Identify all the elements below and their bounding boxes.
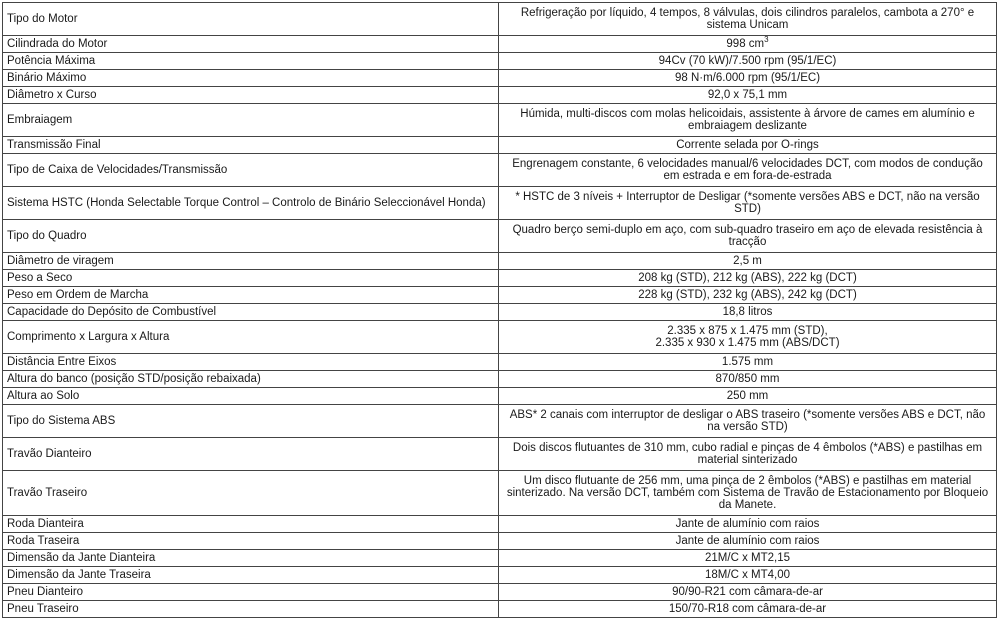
row-label: Embraiagem [3,104,499,137]
table-row [3,137,997,154]
table-row [3,567,997,584]
row-label: Binário Máximo [3,70,499,87]
table-row [3,304,997,321]
row-label: Diâmetro x Curso [3,87,499,104]
table-row [3,516,997,533]
row-label: Roda Traseira [3,533,499,550]
row-value: 208 kg (STD), 212 kg (ABS), 222 kg (DCT) [499,270,997,287]
row-label: Dimensão da Jante Dianteira [3,550,499,567]
table-row [3,104,997,137]
row-value: 250 mm [499,388,997,405]
row-label: Altura do banco (posição STD/posição rebaixada) [3,371,499,388]
row-value: 228 kg (STD), 232 kg (ABS), 242 kg (DCT) [499,287,997,304]
value-text: 998 cm [726,38,765,50]
row-label: Altura ao Solo [3,388,499,405]
table-row [3,154,997,187]
table-row [3,354,997,371]
row-value: 1.575 mm [499,354,997,371]
value-superscript: 3 [764,35,769,45]
row-value: 18,8 litros [499,304,997,321]
row-value: * HSTC de 3 níveis + Interruptor de Desligar (*somente versões ABS e DCT, não na versão STD) [499,187,997,220]
row-label: Capacidade do Depósito de Combustível [3,304,499,321]
table-row [3,550,997,567]
row-value: Quadro berço semi-duplo em aço, com sub-quadro traseiro em aço de elevada resistência à tracção [499,220,997,253]
table-row [3,220,997,253]
table-row [3,3,997,36]
row-value: 150/70-R18 com câmara-de-ar [499,601,997,618]
spec-sheet [2,2,997,615]
table-row [3,70,997,87]
table-row [3,584,997,601]
row-label: Transmissão Final [3,137,499,154]
row-value: 92,0 x 75,1 mm [499,87,997,104]
row-value: 90/90-R21 com câmara-de-ar [499,584,997,601]
row-label: Peso a Seco [3,270,499,287]
table-row [3,321,997,354]
row-value: Refrigeração por líquido, 4 tempos, 8 válvulas, dois cilindros paralelos, cambota a 270° e sistema Unicam [499,3,997,36]
table-row [3,601,997,618]
row-value: Dois discos flutuantes de 310 mm, cubo radial e pinças de 4 êmbolos (*ABS) e pastilhas em material sinterizado [499,438,997,471]
table-row [3,371,997,388]
row-value: Jante de alumínio com raios [499,533,997,550]
row-value: Húmida, multi-discos com molas helicoidais, assistente à árvore de cames em alumínio e embraiagem deslizante [499,104,997,137]
row-value: Engrenagem constante, 6 velocidades manual/6 velocidades DCT, com modos de condução em estrada e em fora-de-estrada [499,154,997,187]
row-label: Pneu Dianteiro [3,584,499,601]
value-line-2: 2.335 x 930 x 1.475 mm (ABS/DCT) [655,337,840,349]
table-row [3,388,997,405]
row-label: Tipo do Sistema ABS [3,405,499,438]
row-value: Um disco flutuante de 256 mm, uma pinça de 2 êmbolos (*ABS) e pastilhas em material sinterizado. Na versão DCT, também com Sistema de Travão de Estacionamento por Bloqueio da Manete. [499,471,997,516]
table-row [3,36,997,53]
row-value [499,321,997,354]
row-label: Cilindrada do Motor [3,36,499,53]
table-row [3,253,997,270]
row-value: ABS* 2 canais com interruptor de desligar o ABS traseiro (*somente versões ABS e DCT, não na versão STD) [499,405,997,438]
table-row [3,438,997,471]
table-row [3,405,997,438]
table-row [3,187,997,220]
row-value: Corrente selada por O-rings [499,137,997,154]
table-row [3,471,997,516]
row-value: 21M/C x MT2,15 [499,550,997,567]
table-row [3,53,997,70]
row-label: Travão Dianteiro [3,438,499,471]
row-label: Peso em Ordem de Marcha [3,287,499,304]
row-label: Sistema HSTC (Honda Selectable Torque Control – Controlo de Binário Seleccionável Honda) [3,187,499,220]
table-row [3,533,997,550]
row-label: Travão Traseiro [3,471,499,516]
row-label: Tipo do Quadro [3,220,499,253]
row-value: 18M/C x MT4,00 [499,567,997,584]
row-label: Comprimento x Largura x Altura [3,321,499,354]
row-label: Potência Máxima [3,53,499,70]
table-row [3,287,997,304]
row-label: Tipo de Caixa de Velocidades/Transmissão [3,154,499,187]
row-label: Distância Entre Eixos [3,354,499,371]
row-label: Tipo do Motor [3,3,499,36]
row-label: Roda Dianteira [3,516,499,533]
table-row [3,270,997,287]
row-label: Diâmetro de viragem [3,253,499,270]
value-line-1: 2.335 x 875 x 1.475 mm (STD), [667,325,828,337]
row-value: Jante de alumínio com raios [499,516,997,533]
row-value: 98 N·m/6.000 rpm (95/1/EC) [499,70,997,87]
row-label: Pneu Traseiro [3,601,499,618]
row-value: 94Cv (70 kW)/7.500 rpm (95/1/EC) [499,53,997,70]
row-value: 870/850 mm [499,371,997,388]
row-value [499,36,997,53]
row-value: 2,5 m [499,253,997,270]
table-row [3,87,997,104]
specifications-table [2,2,997,618]
row-label: Dimensão da Jante Traseira [3,567,499,584]
